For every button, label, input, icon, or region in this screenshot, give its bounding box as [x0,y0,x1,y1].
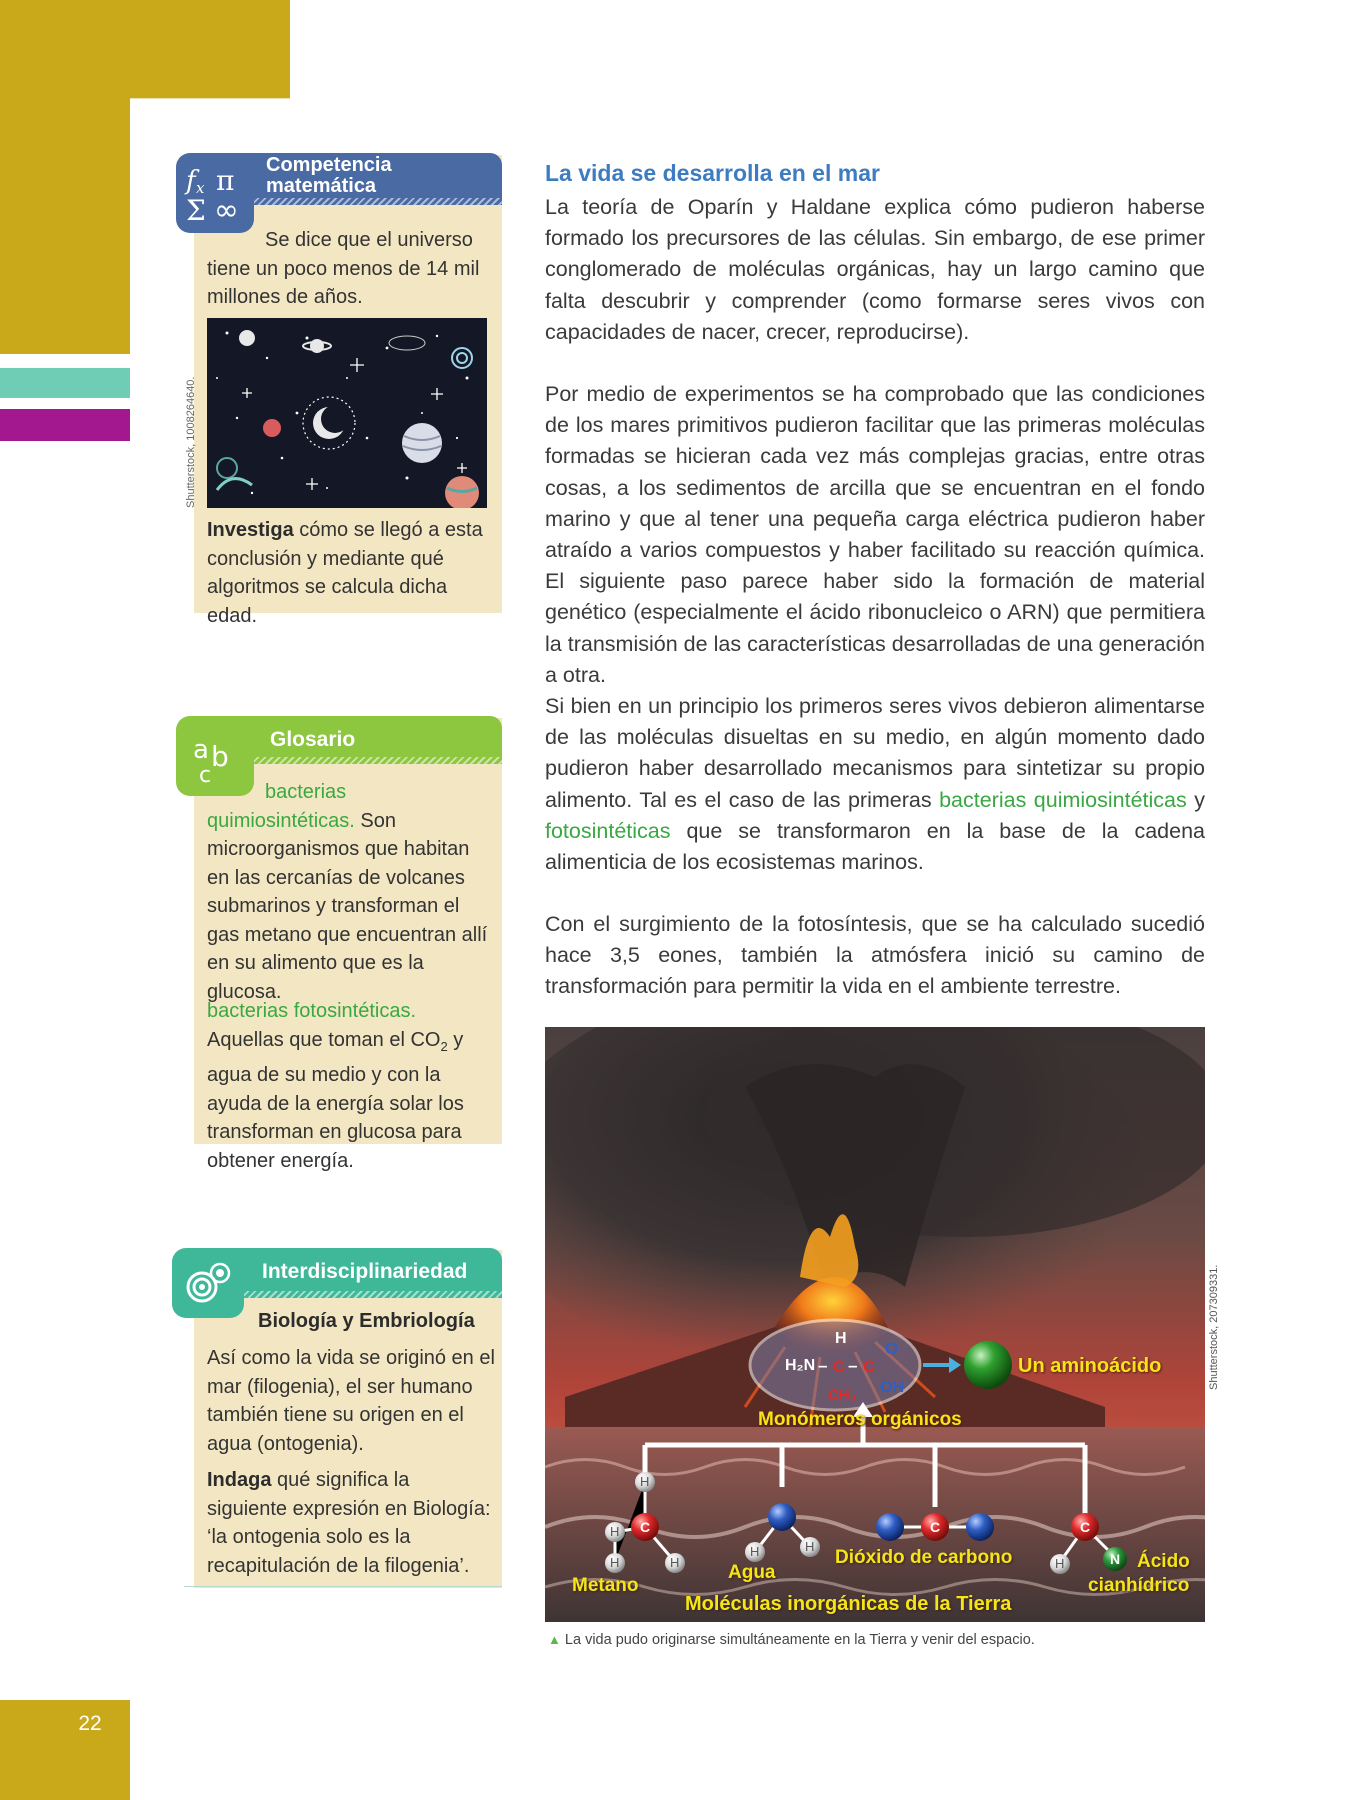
math-box-intro: Se dice que el universo tiene un poco menos de 14 mil millones de años. [207,229,480,308]
label-organic-monomers: Monómeros orgánicos [758,1409,962,1430]
label-water: Agua [728,1562,776,1583]
methane-h-bottom-right: H [670,1555,680,1570]
formula-o-top: O [885,1339,899,1358]
math-box-task-verb: Investiga [207,519,294,541]
water-h-left: H [750,1544,760,1559]
svg-text:π: π [216,164,235,197]
formula-h2n: H₂N [785,1357,816,1374]
methane-h-top: H [640,1474,650,1489]
formula-h-top: H [835,1330,847,1347]
paragraph-4: Con el surgimiento de la fotosíntesis, que se ha calculado sucedió hace 3,5 eones, también la atmósfera inició su camino de transformación para permitir la vida en el ambiente terrestre. [545,912,1205,999]
paragraph-3 [545,691,1205,878]
glossary-term-chemosynthetic: bacterias quimiosintéticas. [207,781,355,832]
svg-text:b: b [211,740,229,773]
glossary-term-photosynthetic: bacterias fotosintéticas. [207,1000,416,1022]
corner-band-top [0,0,290,98]
caption-text: La vida pudo originarse simultáneamente en la Tierra y venir del espacio. [564,1632,1035,1648]
divider [130,98,290,99]
hcn-h: H [1055,1556,1065,1571]
figure-caption [548,1632,1035,1648]
hcn-c: C [1080,1519,1091,1535]
volcano-figure [545,1027,1205,1622]
formula-ch3: CH₃ [828,1387,857,1404]
glossary-entry-1 [207,778,492,1006]
label-amino-acid: Un aminoácido [1018,1355,1162,1377]
page-number: 22 [78,1712,102,1735]
photo-credit-space: Shutterstock, 1008264640. [185,376,197,508]
term-photosynthetic: fotosintéticas [545,818,671,843]
interdisciplinary-subtitle: Biología y Embriología [258,1310,475,1332]
svg-text:a: a [193,735,209,765]
term-chemosynthetic-bacteria: bacterias quimiosintéticas [939,787,1187,812]
interdisciplinary-box-title: Interdisciplinariedad [262,1260,468,1283]
math-box-title-line2: matemática [266,175,377,197]
paragraph-3-a: Si bien en un principio los primeros seres vivos debieron alimentarse de las moléculas disueltas en su medio, en algún momento dado pudieron haber desarrollado mecanismos para sintetizar su propio alimento. Tal es el caso de las primeras [545,694,1205,812]
paragraph-3-c: que se transformaron en la base de la cadena alimenticia de los ecosistemas marinos. [545,818,1205,875]
label-hydrocyanic-acid-1: Ácido [1137,1551,1190,1572]
methane-h-left: H [610,1524,620,1539]
box-bottom-line [184,1586,502,1587]
interdisciplinary-task-verb: Indaga [207,1469,272,1491]
corner-band-left [0,98,130,354]
formula-oh: OH [880,1379,904,1396]
math-box-task-text: cómo se llegó a esta conclusión y mediante qué algoritmos se calcula dicha edad. [207,519,483,627]
glossary-def-photosynthetic-b: y agua de su medio y con la ayuda de la energía solar los transforman en glucosa para obtener energía. [207,1028,464,1172]
svg-text:f: f [186,166,196,196]
interdisciplinary-circles-icon [172,1248,244,1318]
caption-triangle-icon: ▲ [548,1632,561,1647]
co2-c: C [930,1519,941,1535]
methane-c: C [640,1519,651,1535]
formula-c1: C [833,1357,846,1376]
magenta-strip [0,409,130,441]
math-symbols-icon [176,153,254,233]
label-inorganic-molecules: Moléculas inorgánicas de la Tierra [685,1593,1012,1615]
co2-subscript: 2 [440,1038,448,1054]
interdisciplinary-task [207,1466,492,1580]
label-methane: Metano [572,1575,639,1596]
water-h-right: H [805,1539,815,1554]
methane-h-bottom-left: H [610,1555,620,1570]
math-box-title-line1: Competencia [266,154,392,176]
paragraph-1: La teoría de Oparín y Haldane explica cómo pudieron haberse formado los precursores de las células. Sin embargo, de ese primer conglomerado de moléculas orgánicas, hay un largo camino que falta descubrir y comprender (como formarse seres vivos con capacidades de nacer, crecer, reproducirse). [545,195,1205,344]
interdisciplinary-box-header [240,1248,502,1298]
space-illustration [207,318,487,508]
interdisciplinary-text: Así como la vida se originó en el mar (filogenia), el ser humano también tiene su origen en el agua (ontogenia). [207,1347,495,1455]
photo-credit-volcano: Shutterstock, 207309331. [1208,1264,1220,1390]
glossary-def-chemosynthetic: Son microorganismos que habitan en las cercanías de volcanes submarinos y transforman el gas metano que encuentran allí en su alimento que es la glucosa. [207,809,488,1003]
svg-text:Σ: Σ [186,194,206,226]
math-box-task [207,516,492,630]
section-heading: La vida se desarrolla en el mar [545,160,880,186]
label-carbon-dioxide: Dióxido de carbono [835,1547,1013,1568]
teal-strip [0,368,130,398]
glossary-def-photosynthetic-a: Aquellas que toman el CO [207,1028,441,1051]
interdisciplinary-task-text: qué significa la siguiente expresión en Biología: ‘la ontogenia solo es la recapitulación de la filogenia’. [207,1469,491,1577]
glossary-entry-2 [207,997,492,1175]
formula-c2: C [863,1357,876,1376]
paragraph-2: Por medio de experimentos se ha comprobado que las condiciones de los mares primitivos pudieron facilitar que las primeras moléculas formadas se hicieran cada vez más complejas gracias, entre otras cosas, a los sedimentos de arcilla que se encuentran en el fondo marino y que al tener una pequeña carga eléctrica pudieron haber atraído a varios compuestos y haber facilitado su reacción química. El siguiente paso parece haber sido la formación de material genético (especialmente el ácido ribonucleico o ARN) que permitiera la transmisión de las características desarrolladas de una generación a otra. [545,382,1205,687]
paragraph-3-b: y [1186,787,1205,812]
hcn-n: N [1110,1551,1121,1567]
label-hydrocyanic-acid-2: cianhídrico [1088,1575,1190,1596]
svg-text:x: x [196,179,205,197]
math-box-header [250,153,502,205]
glossary-box-header [250,716,502,764]
svg-text:c: c [199,763,212,786]
glossary-box-title: Glosario [270,728,356,751]
formula-dash-2: – [848,1356,858,1375]
formula-dash-1: – [818,1356,828,1375]
svg-text:∞: ∞ [214,193,239,226]
